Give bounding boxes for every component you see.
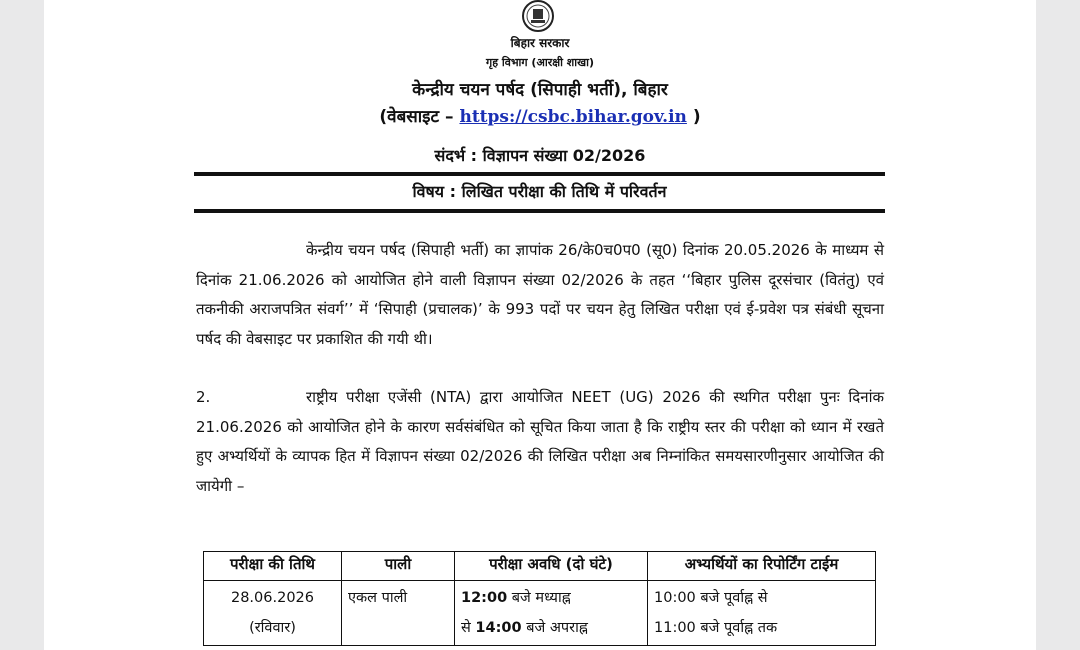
cell-shift: एकल पाली bbox=[342, 581, 455, 646]
subject-line: विषय : लिखित परीक्षा की तिथि में परिवर्तन bbox=[412, 182, 667, 201]
cell-date bbox=[204, 581, 342, 646]
end-time-label: बजे अपराह्न bbox=[526, 620, 588, 636]
schedule-table bbox=[203, 551, 876, 646]
department-name: गृह विभाग (आरक्षी शाखा) bbox=[486, 56, 594, 69]
duration-end bbox=[461, 613, 641, 643]
divider-top bbox=[194, 172, 885, 176]
end-time: 14:00 bbox=[475, 620, 522, 636]
website-suffix: ) bbox=[692, 107, 701, 127]
state-emblem-icon bbox=[518, 0, 558, 34]
reporting-end: 11:00 बजे पूर्वाह्न तक bbox=[654, 620, 778, 636]
website-link[interactable]: https://csbc.bihar.gov.in bbox=[459, 107, 687, 127]
duration-start bbox=[461, 583, 641, 613]
col-header-shift: पाली bbox=[342, 552, 455, 581]
board-name: केन्द्रीय चयन पर्षद (सिपाही भर्ती), बिहार bbox=[412, 80, 668, 100]
start-time: 12:00 bbox=[461, 590, 508, 606]
exam-day: (रविवार) bbox=[249, 620, 296, 636]
table-row bbox=[204, 581, 876, 646]
website-line bbox=[0, 104, 1080, 127]
col-header-date: परीक्षा की तिथि bbox=[204, 552, 342, 581]
website-prefix: (वेबसाइट – bbox=[379, 107, 454, 127]
reference-line: संदर्भ : विज्ञापन संख्या 02/2026 bbox=[434, 146, 646, 165]
cell-duration bbox=[455, 581, 648, 646]
end-prefix: से bbox=[461, 620, 471, 636]
col-header-duration: परीक्षा अवधि (दो घंटे) bbox=[455, 552, 648, 581]
col-header-reporting: अभ्यर्थियों का रिपोर्टिंग टाईम bbox=[648, 552, 876, 581]
paragraph-1: केन्द्रीय चयन पर्षद (सिपाही भर्ती) का ज्ञापांक 26/के0च0प0 (सू0) दिनांक 20.05.2026 के माध्यम से दिनांक 21.06.2026 को आयोजित होने वाली विज्ञापन संख्या 02/2026 के तहत ‘‘बिहार पुलिस दूरसंचार (वितंतु) एवं तकनीकी अराजपत्रित संवर्ग’’ में ‘सिपाही (प्रचालक)’ के 993 पदों पर चयन हेतु लिखित परीक्षा एवं ई-प्रवेश पत्र संबंधी सूचना पर्षद की वेबसाइट पर प्रकाशित की गयी थी। bbox=[196, 241, 884, 348]
start-time-label: बजे मध्याह्न bbox=[511, 590, 571, 606]
divider-bottom bbox=[194, 209, 885, 213]
paragraph-2 bbox=[196, 383, 884, 501]
govt-name: बिहार सरकार bbox=[510, 36, 570, 50]
exam-date: 28.06.2026 bbox=[230, 590, 315, 606]
reporting-start: 10:00 बजे पूर्वाह्न से bbox=[654, 590, 768, 606]
table-header-row bbox=[204, 552, 876, 581]
paragraph-2-text: राष्ट्रीय परीक्षा एजेंसी (NTA) द्वारा आयोजित NEET (UG) 2026 की स्थगित परीक्षा पुनः दिनांक 21.06.2026 को आयोजित होने के कारण सर्वसंबंधित को सूचित किया जाता है कि राष्ट्रीय स्तर की परीक्षा को ध्यान में रखते हुए अभ्यर्थियों के व्यापक हित में विज्ञापन संख्या 02/2026 की लिखित परीक्षा अब निम्नांकित समयसारणीनुसार आयोजित की जायेगी – bbox=[196, 388, 884, 495]
paragraph-2-number: 2. bbox=[196, 388, 211, 406]
cell-reporting bbox=[648, 581, 876, 646]
